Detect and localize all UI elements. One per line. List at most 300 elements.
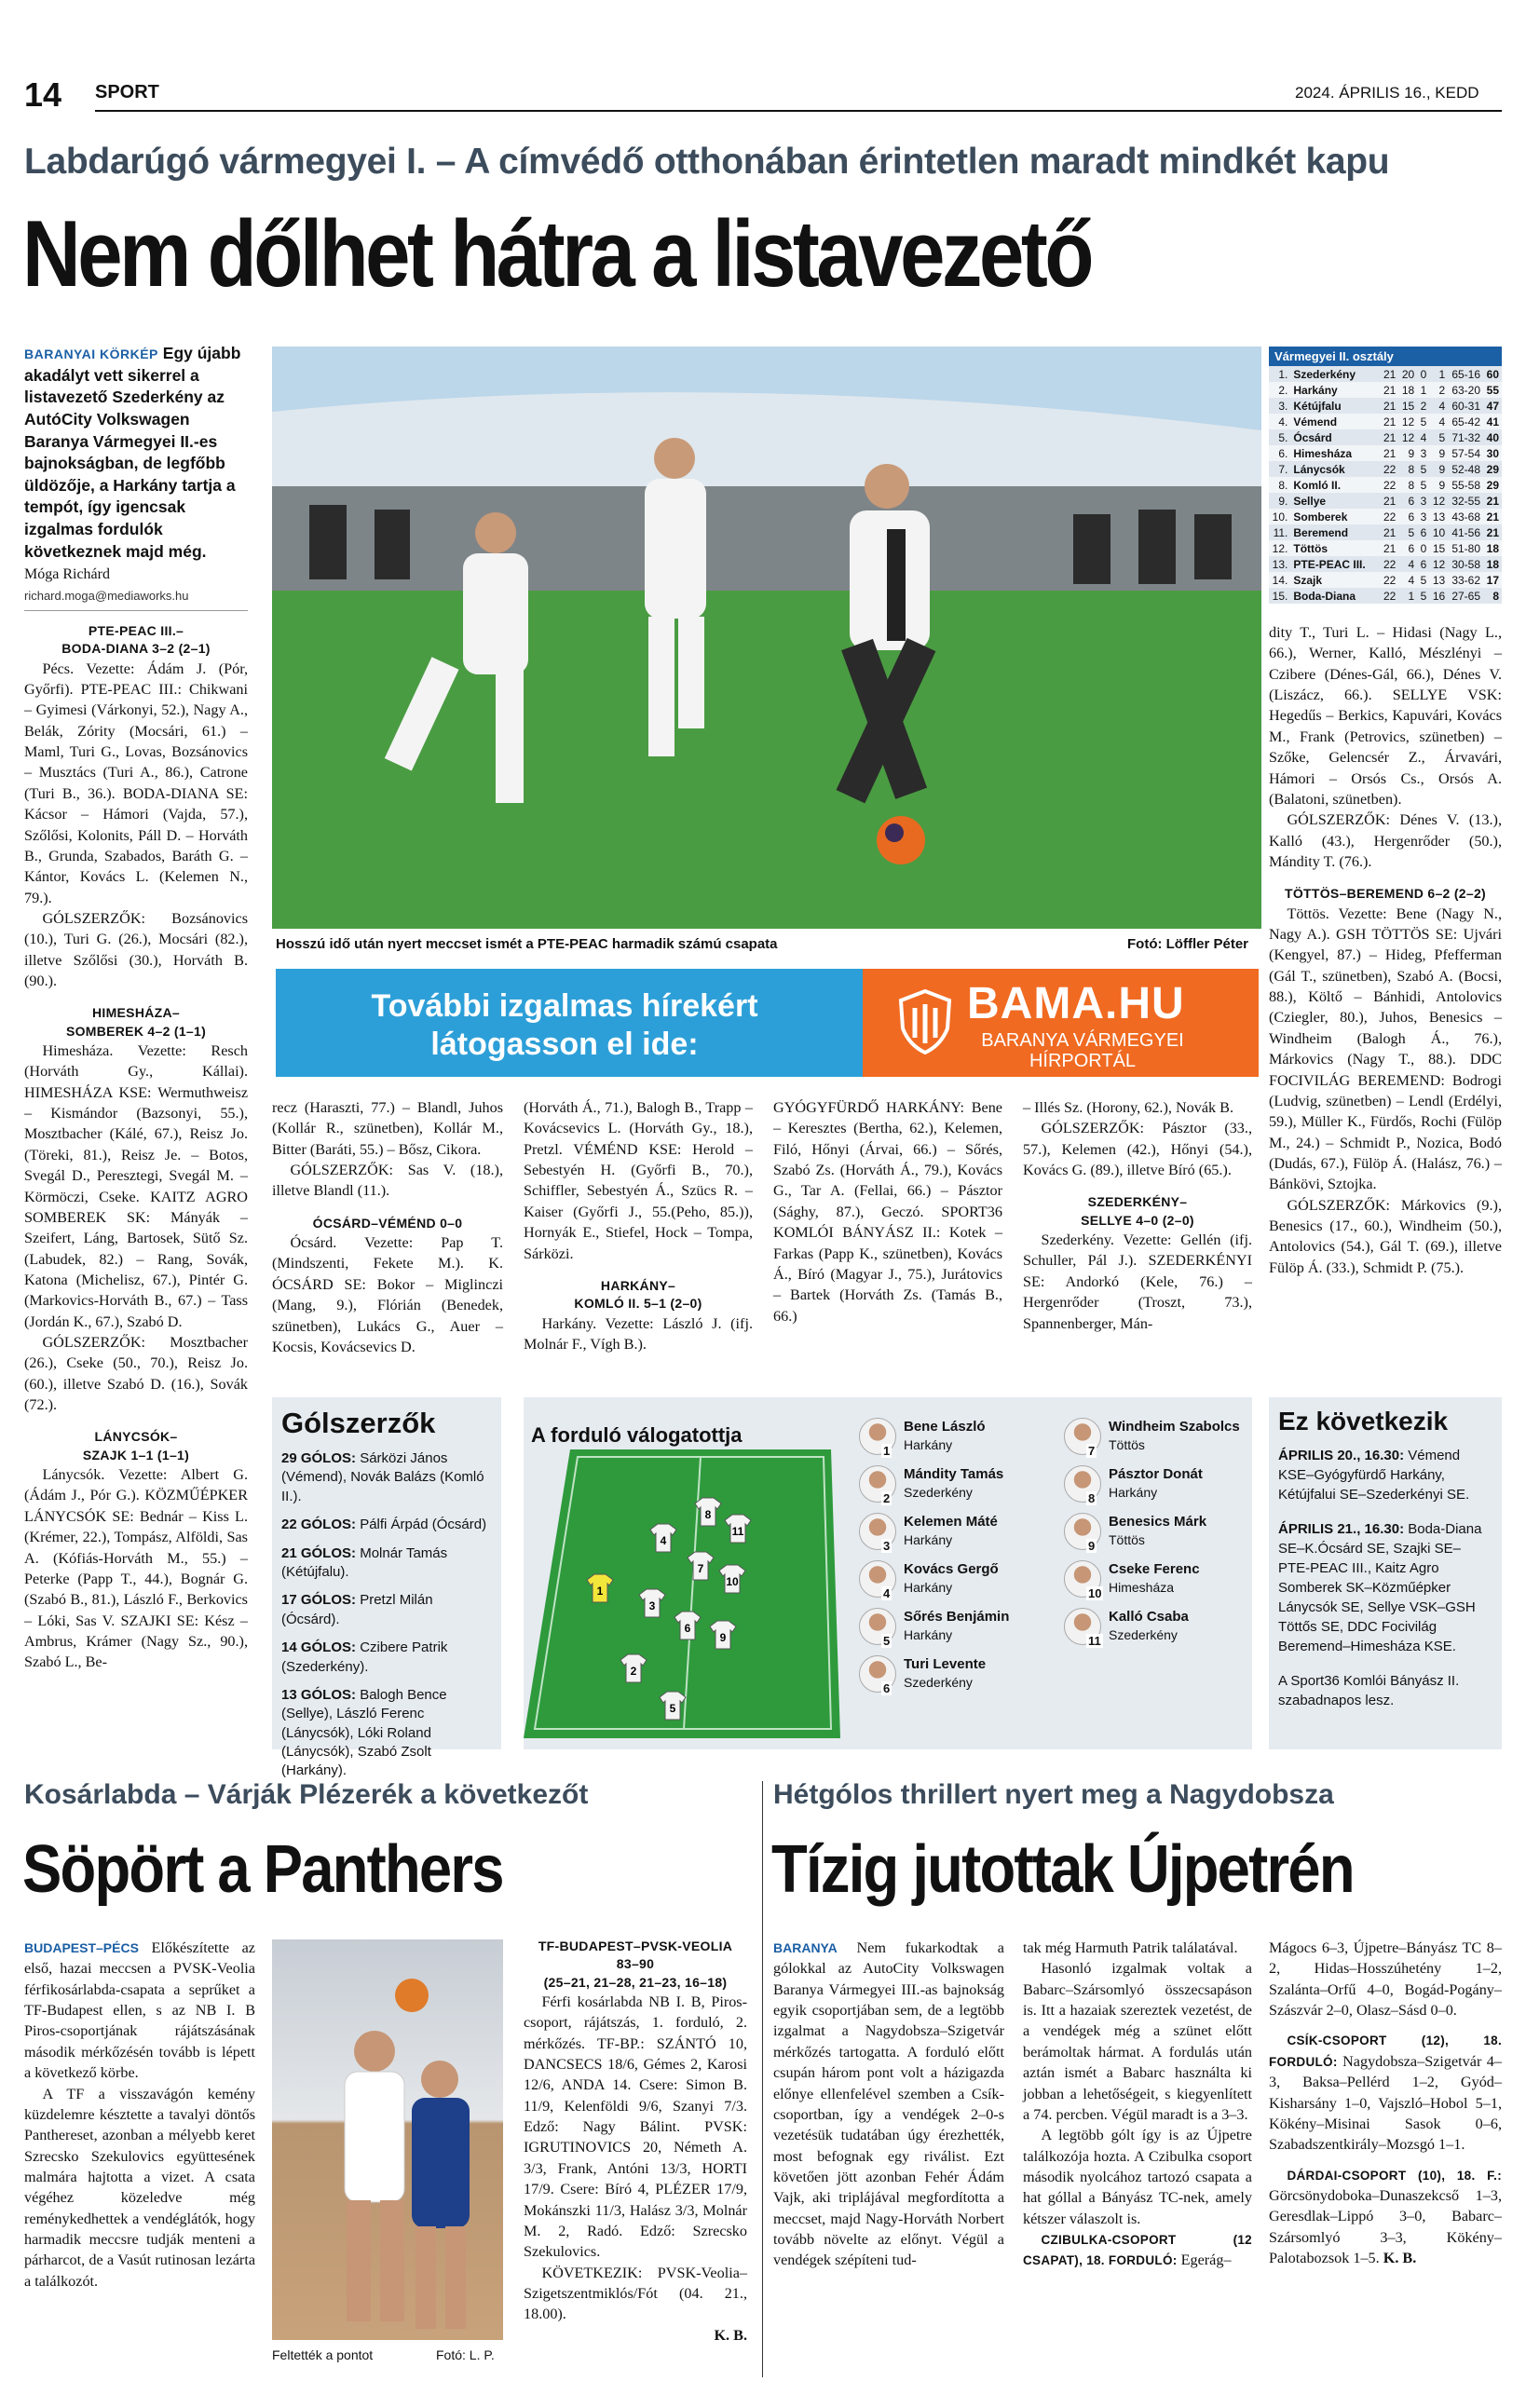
lineup-player [1060,1462,1252,1509]
lineup-player [855,1652,1051,1699]
basket-photo-caption: Feltették a pontot [272,2347,374,2362]
box-score: 83–90 [616,1956,655,1972]
scorer-names: Czibere Patrik (Szederkény). [281,1639,448,1675]
box-quarters: (25–21, 21–28, 21–23, 16–18) [543,1974,728,1990]
team-name: Boda-Diana [1290,588,1380,604]
standings-cell: 16 [1429,588,1448,604]
standings-cell: 71-32 [1448,429,1483,445]
match-title: SOMBEREK 4–2 (1–1) [65,1023,207,1039]
player-club: Harkány [904,1627,953,1642]
pitch-number: 7 [697,1562,704,1575]
scorer-entry [281,1639,492,1677]
group-heading: CSÍK-CSOPORT (12), 18. FORDULÓ: [1269,2034,1502,2069]
scorer-names: Pálfi Árpád (Ócsárd) [356,1517,487,1533]
match-scorers: GÓLSZERZŐK: Sas V. (18.), illetve Blandl (11.). [272,1162,503,1200]
standings-row [1269,588,1502,604]
banner-text [276,987,853,1064]
match-title: BODA-DIANA 3–2 (2–1) [61,641,211,657]
standings-cell: 17 [1483,572,1502,588]
goal-count: 14 GÓLOS: [281,1639,357,1656]
standings-cell: 0 [1417,366,1429,382]
group-heading: DÁRDAI-CSOPORT (10), 18. F.: [1287,2168,1502,2183]
match-title: SELLYE 4–0 (2–0) [1081,1212,1194,1228]
standings-cell: 41-56 [1448,524,1483,540]
standings-cell: 21 [1483,524,1502,540]
standings-title: Vármegyei II. osztály [1269,347,1502,366]
player-name: Sőrés Benjámin [904,1609,1010,1625]
banner-sub [971,1030,1194,1071]
standings-cell: 11. [1269,524,1290,540]
author-email: richard.moga@mediaworks.hu [24,589,189,603]
standings-cell: 8 [1398,477,1417,493]
player-number: 11 [1088,1634,1101,1648]
standings-cell: 21 [1380,493,1398,509]
standings-cell: 9 [1429,461,1448,477]
team-of-round-box [524,1397,1252,1749]
player-club: Szederkény [904,1485,973,1500]
standings-row [1269,398,1502,414]
lineup-player [1060,1557,1252,1604]
box-title: TF-BUDAPEST–PVSK-VEOLIA [538,1939,733,1953]
pitch-number: 3 [648,1599,656,1612]
standings-cell: 12. [1269,540,1290,556]
author-name: Móga Richárd [24,566,110,582]
lineup-player [855,1414,1051,1462]
standings-cell: 9 [1429,477,1448,493]
lead-paragraph [24,343,248,563]
match-text: Lánycsók. Vezette: Albert G. (Ádám J., Pór G.). KÖZMŰÉPKER LÁNYCSÓK SE: Bednár – Kiss L. (Krémer, 22.), Tompász, Alföldi, Sas A. (Kófiás-Horváth M., 55.) – Peterke (Papp T., 44.), Bognár G. (Szabó B., 81.), László F., Berkovics – Lóki, Sas V. SZAJKI SE: Kész – Ambrus, Krámer (Nagy Sz., 90.), Szabó L., Be- [24,1466,248,1671]
standings-cell: 65-16 [1448,366,1483,382]
match-report-col2 [272,1097,503,1357]
standings-cell: 13 [1429,572,1448,588]
lineup-player [855,1462,1051,1509]
player-name: Bene László [904,1419,986,1435]
bama-banner[interactable] [276,969,1259,1077]
match-scorers: GÓLSZERZŐK: Bozsánovics (10.), Turi G. (26.), Mocsári (82.), illetve Szőlősi (30.), Horváth B. (90.). [24,909,248,990]
standings-row [1269,366,1502,382]
standings-cell: 9 [1429,445,1448,461]
basket-tag: BUDAPEST–PÉCS [24,1940,139,1955]
scorer-entry [281,1544,492,1583]
main-photo [272,347,1261,929]
standings-cell: 0 [1417,540,1429,556]
standings-cell: 63-20 [1448,382,1483,398]
standings-cell: 10 [1429,524,1448,540]
standings-cell: 4. [1269,414,1290,429]
standings-row [1269,540,1502,556]
match-report-col1 [24,622,248,1673]
football2-p1: Nem fukarkodtak a gólokkal az AutoCity Volkswagen Baranya Vármegyei III.-as bajnokság egyik csoportjában sem, de a legtöbb izgalmat a Nagydobsza–Szigetvár mérkőzés tartogatta. A forduló előtt csupán három pont volt a házigazda előnye ellenfelével szemben a Csík-csoportban, így a vendégek 2–0-s vezetésük tudatában úgy érezhették, most befognak egy riválist. Ezt követően jött azonban Fehér Ádám Vajk, aki triplájával megfordította a meccset, majd Nagy-Horváth Norbert tovább növelte az előnyt. Végül a vendégek szépíteni tud- [773,1939,1004,2269]
goal-count: 22 GÓLOS: [281,1517,357,1533]
player-club: Harkány [904,1580,953,1595]
banner-line-2: látogasson el ide: [430,1026,699,1062]
scorer-names: Balogh Bence (Sellye), László Ferenc (Lánycsók), Lóki Roland (Lánycsók), Szabó Zsolt (Harkány). [281,1686,447,1779]
upcoming-fixtures: Boda-Diana SE–K.Ócsárd SE, Szajki SE–PTE-PEAC III., Kaitz Agro Somberek SK–Közműépker Lánycsók SE, Sellye VSK–GSH Töttős SE, DDC Focivilág Beremend–Himesháza KSE. [1278,1521,1482,1654]
player-club: Harkány [904,1532,953,1547]
team-name: Szajk [1290,572,1380,588]
basket-article [24,1938,255,2292]
goal-count: 17 GÓLOS: [281,1592,357,1609]
standings-cell: 22 [1380,477,1398,493]
football2-author: K. B. [1383,2250,1417,2267]
match-report-col4 [773,1097,1002,1326]
player-name: Pásztor Donát [1109,1466,1203,1482]
match-report-col6 [1269,622,1502,1278]
standings-cell: 2 [1429,382,1448,398]
match-text: dity T., Turi L. – Hidasi (Nagy L., 66.), Werner, Kalló, Mészlényi – Czibere (Dénes-Gál, 66.), Dénes V. (Liszácz, 66.). SELLYE VSK: Hegedűs – Berkics, Kapuvári, Kovács M., Frank (Petrovics, szünetben) – Szőke, Gelencsér Z., Árvavári, Hámori – Orsós Cs., Orsós A. (Balatoni, szünetben). [1269,624,1502,808]
upcoming-box [1269,1397,1502,1749]
lineup-player [1060,1604,1252,1652]
pitch-number: 4 [660,1534,667,1547]
standings-cell: 1 [1417,382,1429,398]
pitch-diagram [524,1449,840,1738]
lineup-player [855,1509,1051,1557]
standings-row [1269,509,1502,524]
box-author: K. B. [714,2326,747,2344]
upcoming-title: Ez következik [1278,1407,1449,1435]
standings-cell: 40 [1483,429,1502,445]
standings-cell: 3 [1417,509,1429,524]
team-name: Komló II. [1290,477,1380,493]
standings-cell: 6. [1269,445,1290,461]
box-next: KÖVETKEZIK: PVSK-Veolia–Szigetszentmiklós/Fót (04. 21., 18.00). [524,2264,747,2323]
top-scorers-box [272,1397,501,1779]
standings-cell: 57-54 [1448,445,1483,461]
standings-row [1269,524,1502,540]
standings-cell: 2 [1417,398,1429,414]
standings-cell: 21 [1380,398,1398,414]
player-number: 5 [883,1634,891,1648]
goal-count: 29 GÓLOS: [281,1450,357,1466]
match-scorers: GÓLSZERZŐK: Márkovics (9.), Benesics (17., 60.), Windheim (50.), Antolovics (54.), Gál T. (69.), illetve Fülöp Á. (33.), Schmidt P. (75.). [1269,1196,1502,1276]
football2-c2-p1: Hasonló izgalmak voltak a Babarc–Szársomlyó összecsapáson is. Itt a hazaiak szereztek vezetést, de a vendégek még a szünet előtt berámoltak hármat. A fordulás után aztán ismét a Babarc használta ki jobban a lehetőségeit, s kiegyenlített a 74. percben. Végül maradt is a 3–3. [1023,1960,1252,2123]
standings-cell: 5 [1398,524,1417,540]
team-name: Somberek [1290,509,1380,524]
standings-cell: 3 [1417,445,1429,461]
standings-cell: 33-62 [1448,572,1483,588]
lead-tag: BARANYAI KÖRKÉP [24,347,158,361]
standings-cell: 21 [1380,524,1398,540]
match-text: Pécs. Vezette: Ádám J. (Pór, Győrfi). PTE-PEAC III.: Chikwani – Gyimesi (Várkonyi, 52.), Nagy A., Belák, Zórity (Mocsári, 61.) – Maml, Turi G., Lovas, Bozsánovics – Musztács (Turi A., 86.), Catrone (Turi B., 36.). BODA-DIANA SE: Kácsor – Hámori (Vajda, 57.), Szőlősi, Kolonits, Páll D. – Horváth B., Grunda, Szabados, Baráth G. – Kántor, Kovács L. (Kelemen N., 79.). [24,660,248,906]
player-name: Benesics Márk [1109,1514,1207,1530]
shield-icon [898,989,952,1054]
pitch-number: 8 [704,1508,712,1521]
top-scorers-title: Gólszerzők [281,1407,436,1439]
team-name: Harkány [1290,382,1380,398]
lineup-right-column [1060,1414,1252,1652]
basket-headline: Söpört a Panthers [22,1832,503,1907]
team-of-round-title: A forduló válogatottja [531,1423,743,1447]
standings-cell: 3 [1417,493,1429,509]
standings-cell: 8. [1269,477,1290,493]
player-name: Turi Levente [904,1656,987,1672]
standings-cell: 32-55 [1448,493,1483,509]
standings-cell: 18 [1483,540,1502,556]
basket-photo [272,1939,503,2340]
standings-cell: 15 [1398,398,1417,414]
standings-cell: 5 [1417,477,1429,493]
football2-col2 [1023,1938,1252,2271]
player-number: 8 [1088,1491,1096,1505]
standings-cell: 21 [1380,366,1398,382]
match-text: (Horváth Á., 71.), Balogh B., Trapp – Kovácsevics L. (Horváth Gy., 18.), Pretzl. VÉMÉND KSE: Herold – Sebestyén H. (Győrfi B., 70.), Schiffler, Sebestyén Á., Szücs R. – Kaiser (Győrfi J., 55.(Peho, 85.)), Hornyák E., Stiefel, Hock – Tompa, Sárközi. [524,1099,753,1262]
scorer-entry [281,1591,492,1629]
standings-cell: 22 [1380,588,1398,604]
standings-cell: 22 [1380,509,1398,524]
goal-count: 13 GÓLOS: [281,1686,357,1703]
football2-kicker: Hétgólos thrillert nyert meg a Nagydobsza [773,1779,1334,1810]
standings-cell: 5 [1429,429,1448,445]
football2-tag: BARANYA [773,1940,838,1955]
banner-line-1: További izgalmas hírekért [371,988,758,1024]
scorer-names: Sárközi János (Vémend), Novák Balázs (Komló II.). [281,1450,484,1504]
team-name: Vémend [1290,414,1380,429]
team-name: Himesháza [1290,445,1380,461]
match-text: Ócsárd. Vezette: Pap T. (Mindszenti, Fekete M.). K. ÓCSÁRD SE: Bokor – Miglinczi (Mang, 9.), Flórián (Benedek, szünetben), Lukács G., Auer – Kocsis, Kovácsevics D. [272,1234,503,1355]
football2-col3 [1269,1938,1502,2268]
standings-cell: 12 [1429,493,1448,509]
standings-row [1269,556,1502,572]
standings-cell: 6 [1398,540,1417,556]
player-club: Töttös [1109,1437,1145,1452]
banner-sub-2: HÍRPORTÁL [1029,1051,1137,1071]
standings-cell: 5 [1417,588,1429,604]
standings-cell: 30 [1483,445,1502,461]
match-text: Harkány. Vezette: László J. (ifj. Molnár F., Vígh B.). [524,1314,753,1353]
match-report-col5 [1023,1097,1252,1334]
standings-cell: 4 [1429,398,1448,414]
standings-cell: 9. [1269,493,1290,509]
standings-cell: 13 [1429,509,1448,524]
team-name: Szederkény [1290,366,1380,382]
standings-row [1269,414,1502,429]
standings-cell: 12 [1398,429,1417,445]
upcoming-date: ÁPRILIS 20., 16.30: [1278,1448,1405,1463]
standings-cell: 8 [1398,461,1417,477]
main-headline: Nem dőlhet hátra a listavezető [22,202,1091,306]
standings-cell: 5 [1417,414,1429,429]
standings-cell: 4 [1398,572,1417,588]
player-club: Szederkény [1109,1627,1178,1642]
standings-cell: 5. [1269,429,1290,445]
standings-cell: 21 [1483,509,1502,524]
standings-cell: 1 [1429,366,1448,382]
column-divider [762,1781,763,2377]
standings-cell: 21 [1380,445,1398,461]
player-number: 3 [883,1539,891,1553]
player-number: 9 [1088,1539,1096,1553]
standings-cell: 21 [1380,382,1398,398]
player-number: 4 [883,1586,891,1600]
match-text: – Illés Sz. (Horony, 62.), Novák B. [1023,1099,1233,1116]
standings-cell: 22 [1380,556,1398,572]
standings-cell: 43-68 [1448,509,1483,524]
match-title: SZAJK 1–1 (1–1) [82,1447,190,1462]
standings-cell: 18 [1398,382,1417,398]
player-club: Szederkény [904,1675,973,1690]
standings-cell: 2. [1269,382,1290,398]
player-name: Mándity Tamás [904,1466,1004,1482]
scorer-entry [281,1686,492,1781]
upcoming-date: ÁPRILIS 21., 16.30: [1278,1521,1405,1537]
group-results: Nagydobsza–Szigetvár 4–3, Baksa–Pellérd 1–2, Gyód–Kisharsány 1–0, Vajszló–Hobol 5–1, Kökény–Misinai Sasok 0–6, Szabadszentkirály–Mozsgó 1–1. [1269,2052,1502,2154]
standings-cell: 1. [1269,366,1290,382]
player-club: Himesháza [1109,1580,1175,1595]
page-number: 14 [24,75,62,114]
match-title: HIMESHÁZA– [91,1005,180,1021]
standings-cell: 52-48 [1448,461,1483,477]
issue-date: 2024. ÁPRILIS 16., KEDD [1295,84,1479,102]
group-heading: CZIBULKA-CSOPORT (12 CSAPAT), 18. FORDULÓ: [1023,2233,1252,2268]
standings-cell: 3. [1269,398,1290,414]
team-name: Töttös [1290,540,1380,556]
match-text: Töttös. Vezette: Bene (Nagy N., Nagy A.). GSH TÖTTÖS SE: Ujvári (Kengyel, 87.) – Hideg, Pfefferman (Gál T., szünetben), Szabó A. (Bocsi, 88.), Költő – Bánhidi, Antolovics (Cziegler, 80.), Juhos, Benesics – Windheim (Balogh Á., 76.), Márkovics (Nagy T., 88.). DDC FOCIVILÁG BEREMEND: Bodrogi (Ludvig, szünetben) – Lendl (Erdélyi, 59.), Müller K., Fürdős, Rochi (Fülöp M., 24.) – Schmidt P., Nozica, Bodó (Dudás, 67.), Fülöp Á. (Halász, 76.) – Bánkövi, Sztojka. [1269,905,1502,1193]
match-scorers: GÓLSZERZŐK: Dénes V. (13.), Kalló (43.), Hergenrőder (50.), Mándity T. (76.). [1269,811,1502,870]
player-club: Harkány [1109,1485,1158,1500]
standings-cell: 29 [1483,477,1502,493]
player-number: 1 [883,1444,891,1458]
match-text: recz (Haraszti, 77.) – Blandl, Juhos (Kollár R., szünetben), Kollár M., Bitter (Baráti, 55.) – Bősz, Cikora. [272,1099,503,1158]
standings-row [1269,382,1502,398]
match-text: GYÓGYFÜRDŐ HARKÁNY: Bene – Keresztes (Bertha, 62.), Kelemen, Filó, Hőnyi (Árvai, 66.) – Sőrés, Szabó Zs. (Horváth Á., 79.), Kovács G., Tar A. (Fellai, 66.) – Pásztor (Sághy, 87.), Geczó. SPORT36 KOMLÓI BÁNYÁSZ II.: Kotek – Farkas (Papp K., szünetben), Kovács Á., Bíró (Magyar J., 75.), Jurátovics – Bartek (Horváth Zs. (Tamás B., 66.) [773,1099,1002,1325]
standings-cell: 22 [1380,572,1398,588]
standings-cell: 6 [1417,524,1429,540]
player-name: Kovács Gergő [904,1561,999,1577]
top-scorers-list [281,1449,492,1781]
standings-cell: 12 [1398,414,1417,429]
standings-table [1269,366,1502,604]
scorer-entry [281,1449,492,1506]
goal-count: 21 GÓLOS: [281,1544,357,1561]
pitch-number: 1 [596,1585,604,1598]
standings-cell: 21 [1380,414,1398,429]
player-name: Kalló Csaba [1109,1609,1189,1625]
scorer-entry [281,1516,492,1534]
standings-cell: 12 [1429,556,1448,572]
standings-cell: 4 [1398,556,1417,572]
player-name: Kelemen Máté [904,1514,998,1530]
team-name: Lánycsók [1290,461,1380,477]
match-report-col3 [524,1097,753,1354]
standings-cell: 4 [1417,429,1429,445]
group-results: Görcsönydoboka–Dunaszekcső 1–3, Geresdlak–Lippó 3–0, Babarc–Szársomlyó 3–3, Kökény–Palotabozsok 1–5. [1269,2186,1502,2267]
football2-c2-p2: A legtöbb gólt így is az Újpetre találkozója hozta. A Czibulka csoport második nyolcához tartozó csapata a hat góllal a Bányász TC-nek, amely kétszer válaszolt is. [1023,2127,1252,2227]
pitch-number: 5 [669,1702,676,1715]
divider [24,610,248,611]
photo-illustration [272,347,1261,929]
group-results: Egerág– [1180,2252,1232,2269]
standings-cell: 5 [1417,461,1429,477]
standings-cell: 6 [1398,493,1417,509]
standings-row [1269,445,1502,461]
standings-cell: 51-80 [1448,540,1483,556]
basket-boxscore [524,1938,747,2346]
standings-cell: 6 [1417,556,1429,572]
match-title: ÓCSÁRD–VÉMÉND 0–0 [312,1215,463,1231]
team-name: Ócsárd [1290,429,1380,445]
standings-cell: 18 [1483,556,1502,572]
standings-cell: 47 [1483,398,1502,414]
main-kicker: Labdarúgó vármegyei I. – A címvédő otthonában érintetlen maradt mindkét kapu [24,142,1390,182]
photo-illustration [272,1939,503,2340]
standings-cell: 1 [1398,588,1417,604]
standings-cell: 15 [1429,540,1448,556]
standings-cell: 8 [1483,588,1502,604]
football2-col1 [773,1938,1004,2271]
standings-row [1269,477,1502,493]
standings-cell: 21 [1380,429,1398,445]
lead-text: Egy újabb akadályt vett sikerrel a listavezető Szederkény az AutóCity Volkswagen Baranya Vármegyei II.-es bajnokságban, de legfőbb üldözője, a Harkány tartja a tempót, így igencsak izgalmas fordulók következnek majd még. [24,344,241,561]
basket-kicker: Kosárlabda – Várják Plézerék a következőt [24,1779,589,1810]
standings-cell: 22 [1380,461,1398,477]
standings-cell: 55-58 [1448,477,1483,493]
standings-row [1269,429,1502,445]
basket-p2: A TF a visszavágón kemény küzdelemre késztette a tavalyi döntős Panthereset, azonban a mélyebb keret Szrecsko Szekulovics együttesének malmára hajtotta a vizet. A csata végéhez közeledve még reménykedhettek a vendéglátók, hogy harmadik meccsre tudják menteni a párharcot, de a Vasút rutinosan lezárta a találkozót. [24,2085,255,2290]
standings-cell: 7. [1269,461,1290,477]
scorer-names: Molnár Tamás (Kétújfalu). [281,1544,448,1580]
standings-cell: 21 [1483,493,1502,509]
box-text: Férfi kosárlabda NB I. B, Piros-csoport, rájátszás, 1. forduló, 2. mérkőzés. TF-BP.: SZÁNTÓ 10, DANCSECS 18/6, Gémes 2, Karosi 12/6, ANDA 14. Csere: Simon B. 11/9, Kelenföldi 9/6, Szanyi 7/3. Edző: Nagy Bálint. PVSK: IGRUTINOVICS 20, Németh A. 3/3, Frank, Antóni 13/3, HORTI 17/9. Csere: Bíró 4, PLÉZER 17/9, Mokánszki 11/3, Halász 3/3, Molnár M. 2, Radó. Edző: Szrecsko Szekulovics. [524,1993,747,2261]
banner-brand: BAMA.HU [967,979,1185,1028]
photo-credit: Fotó: Löffler Péter [1127,936,1248,952]
football2-headline: Tízig jutottak Újpetrén [771,1832,1354,1907]
match-title: PTE-PEAC III.– [88,623,184,638]
player-number: 6 [883,1681,891,1695]
pitch-number: 6 [684,1622,691,1635]
standings-cell: 15. [1269,588,1290,604]
standings-cell: 5 [1417,572,1429,588]
pitch-number: 11 [731,1525,744,1538]
team-name: Kétújfalu [1290,398,1380,414]
standings-cell: 13. [1269,556,1290,572]
standings-cell: 55 [1483,382,1502,398]
standings-cell: 27-65 [1448,588,1483,604]
standings-cell: 60-31 [1448,398,1483,414]
standings-cell: 29 [1483,461,1502,477]
team-name: Sellye [1290,493,1380,509]
standings-cell: 30-58 [1448,556,1483,572]
standings-row [1269,461,1502,477]
player-club: Töttös [1109,1532,1145,1547]
lineup-player [1060,1509,1252,1557]
standings-cell: 14. [1269,572,1290,588]
standings-row [1269,493,1502,509]
banner-sub-1: BARANYA VÁRMEGYEI [981,1030,1184,1051]
lineup-left-column [855,1414,1051,1699]
player-name: Windheim Szabolcs [1109,1419,1240,1435]
pitch-number: 10 [726,1575,739,1588]
banner-brand-box [863,969,1259,1077]
lineup-player [855,1557,1051,1604]
standings-cell: 6 [1398,509,1417,524]
standings-box [1269,347,1502,604]
standings-cell: 41 [1483,414,1502,429]
team-name: Beremend [1290,524,1380,540]
football2-c2-p0: tak még Harmuth Patrik találatával. [1023,1939,1238,1956]
match-scorers: GÓLSZERZŐK: Pásztor (33., 57.), Kelemen (42.), Hőnyi (54.), Kovács G. (89.), illetve Bíró (65.). [1023,1120,1252,1179]
photo-caption: Hosszú idő után nyert meccset ismét a PTE-PEAC harmadik számú csapata [276,936,778,952]
lineup-player [855,1604,1051,1652]
standings-cell: 60 [1483,366,1502,382]
basket-p1: Előkészítette az első, hazai meccsen a PVSK-Veolia férfikosárlabda-csapata a seprűket a TF-Budapest ellen, s az NB I. B Piros-csoportjának rájátszásának második mérkőzésén tovább is lépett a következő körbe. [24,1939,255,2082]
standings-cell: 10. [1269,509,1290,524]
standings-cell: 21 [1380,540,1398,556]
player-number: 7 [1088,1444,1096,1458]
pitch-number: 2 [630,1665,637,1678]
scorer-names: Pretzl Milán (Ócsárd). [281,1592,433,1627]
match-title: SZEDERKÉNY– [1087,1194,1188,1210]
match-title: TÖTTÖS–BEREMEND 6–2 (2–2) [1285,886,1486,902]
